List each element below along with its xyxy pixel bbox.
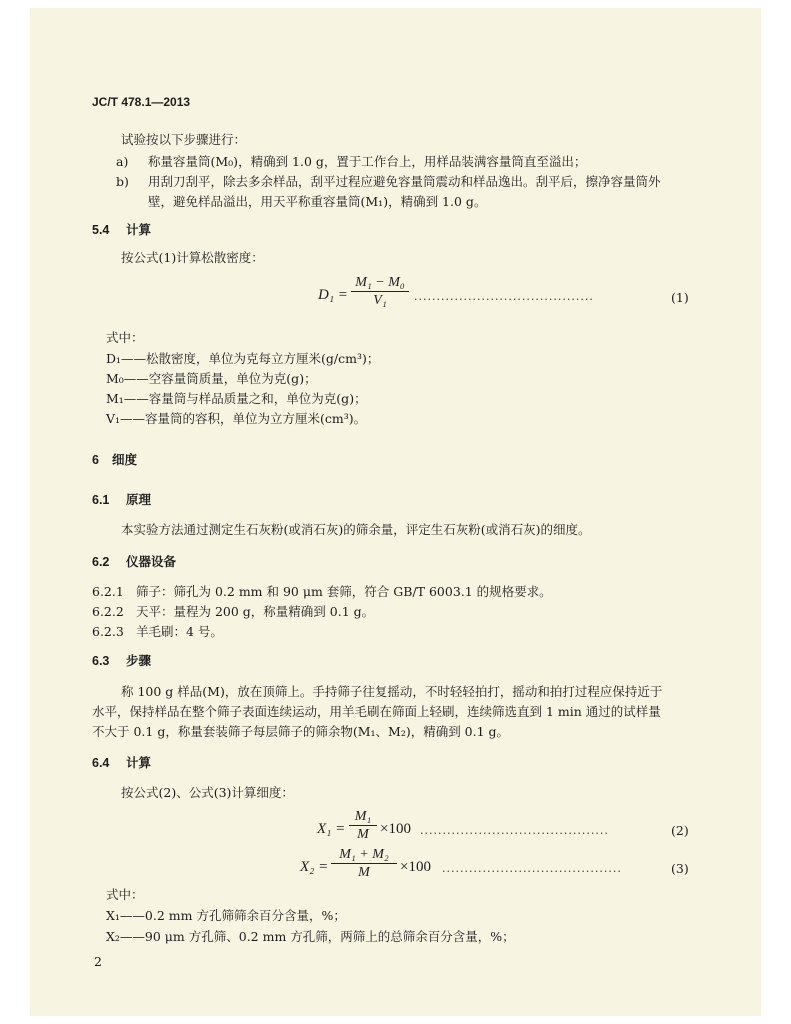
- formula-2-numerator: M₁: [354, 809, 372, 824]
- definition-m0: M₀——空容量筒质量，单位为克(g)；: [106, 371, 317, 386]
- section-6-2-number: 6.2: [92, 555, 110, 569]
- definition-m1: M₁——容量筒与样品质量之和，单位为克(g)；: [106, 391, 367, 406]
- formula-3-denominator: M: [358, 865, 370, 880]
- step-a-text: 称量容量筒(M₀)，精确到 1.0 g，置于工作台上，用样品装满容量筒直至溢出；: [148, 154, 587, 169]
- definition-x1: X₁——0.2 mm 方孔筛筛余百分含量，%；: [106, 908, 346, 923]
- formula-3-leader: ........................................: [442, 862, 622, 875]
- procedure-line-2: 水平，保持样品在整个筛子表面连续运动，用羊毛刷在筛面上轻刷，连续筛选直到 1 min 通过的试样量: [92, 704, 661, 719]
- equipment-2-number: 6.2.2: [92, 604, 124, 619]
- definition-v1: V₁——容量筒的容积，单位为立方厘米(cm³)。: [106, 411, 367, 426]
- procedure-line-3: 不大于 0.1 g，称量套装筛子每层筛子的筛余物(M₁、M₂)，精确到 0.1 g。: [92, 724, 510, 739]
- formula-23-intro: 按公式(2)、公式(3)计算细度：: [121, 785, 294, 800]
- step-a-label: a): [116, 154, 129, 169]
- section-6-2-title: 仪器设备: [126, 555, 177, 569]
- equipment-1-text: 筛子：筛孔为 0.2 mm 和 90 μm 套筛，符合 GB/T 6003.1 的规格要求。: [136, 584, 552, 599]
- intro-text: 试验按以下步骤进行：: [121, 132, 247, 147]
- formula-1-leader: ........................................: [414, 290, 594, 303]
- formula-3-numerator: M₁ + M₂: [339, 847, 389, 862]
- step-b-label: b): [116, 174, 129, 189]
- section-6-3-number: 6.3: [92, 654, 110, 668]
- equipment-3-number: 6.2.3: [92, 624, 124, 639]
- formula-2-number: (2): [671, 823, 689, 838]
- definition-d1: D₁——松散密度，单位为克每立方厘米(g/cm³)；: [106, 351, 380, 366]
- formula-2-multiplier: ×100: [380, 821, 411, 837]
- principle-text: 本实验方法通过测定生石灰粉(或消石灰)的筛余量，评定生石灰粉(或消石灰)的细度。: [121, 522, 591, 537]
- standard-number: JC/T 478.1—2013: [92, 95, 191, 109]
- section-6-1-title: 原理: [126, 493, 152, 507]
- section-5-4-number: 5.4: [92, 223, 110, 237]
- equipment-3-text: 羊毛刷：4 号。: [136, 624, 223, 639]
- formula-1-numerator: M₁ − M₀: [355, 275, 405, 290]
- definition-x2: X₂——90 μm 方孔筛、0.2 mm 方孔筛，两筛上的总筛余百分含量，%；: [106, 929, 515, 944]
- formula-3-number: (3): [671, 861, 689, 876]
- formula-3-lhs: X₂ =: [300, 859, 329, 875]
- section-6-title: 细度: [112, 453, 138, 467]
- formula-3-fraction: [330, 846, 398, 881]
- step-b-text-line2: 壁，避免样品溢出，用天平称重容量筒(M₁)，精确到 1.0 g。: [148, 194, 487, 209]
- where-label-1: 式中：: [106, 330, 144, 345]
- formula-1-intro: 按公式(1)计算松散密度：: [121, 250, 264, 265]
- section-6-3-title: 步骤: [126, 654, 152, 668]
- section-5-4-title: 计算: [126, 223, 152, 237]
- formula-1-lhs: D₁ =: [318, 287, 348, 303]
- document-page: [30, 8, 761, 1016]
- page-number: 2: [94, 954, 102, 969]
- procedure-line-1: 称 100 g 样品(M)，放在顶筛上。手持筛子往复摇动，不时轻轻拍打，摇动和拍打过程应保持近于: [121, 684, 663, 699]
- step-b-text-line1: 用刮刀刮平，除去多余样品，刮平过程应避免容量筒震动和样品逸出。刮平后，擦净容量筒外: [148, 174, 661, 189]
- formula-2-fraction: [348, 808, 378, 843]
- formula-2-lhs: X₁ =: [317, 821, 346, 837]
- formula-1-number: (1): [671, 290, 689, 305]
- where-label-2: 式中：: [106, 887, 144, 902]
- formula-2-leader: ..........................................: [420, 824, 609, 837]
- formula-1-denominator: V₁: [373, 293, 387, 308]
- equipment-2-text: 天平：量程为 200 g，称量精确到 0.1 g。: [136, 604, 375, 619]
- section-6-1-number: 6.1: [92, 493, 110, 507]
- formula-3-multiplier: ×100: [400, 859, 431, 875]
- section-6-4-number: 6.4: [92, 756, 110, 770]
- section-6-4-title: 计算: [126, 756, 152, 770]
- section-6-number: 6: [92, 453, 99, 467]
- formula-1-fraction: [350, 274, 410, 309]
- equipment-1-number: 6.2.1: [92, 584, 124, 599]
- formula-2-denominator: M: [357, 827, 369, 842]
